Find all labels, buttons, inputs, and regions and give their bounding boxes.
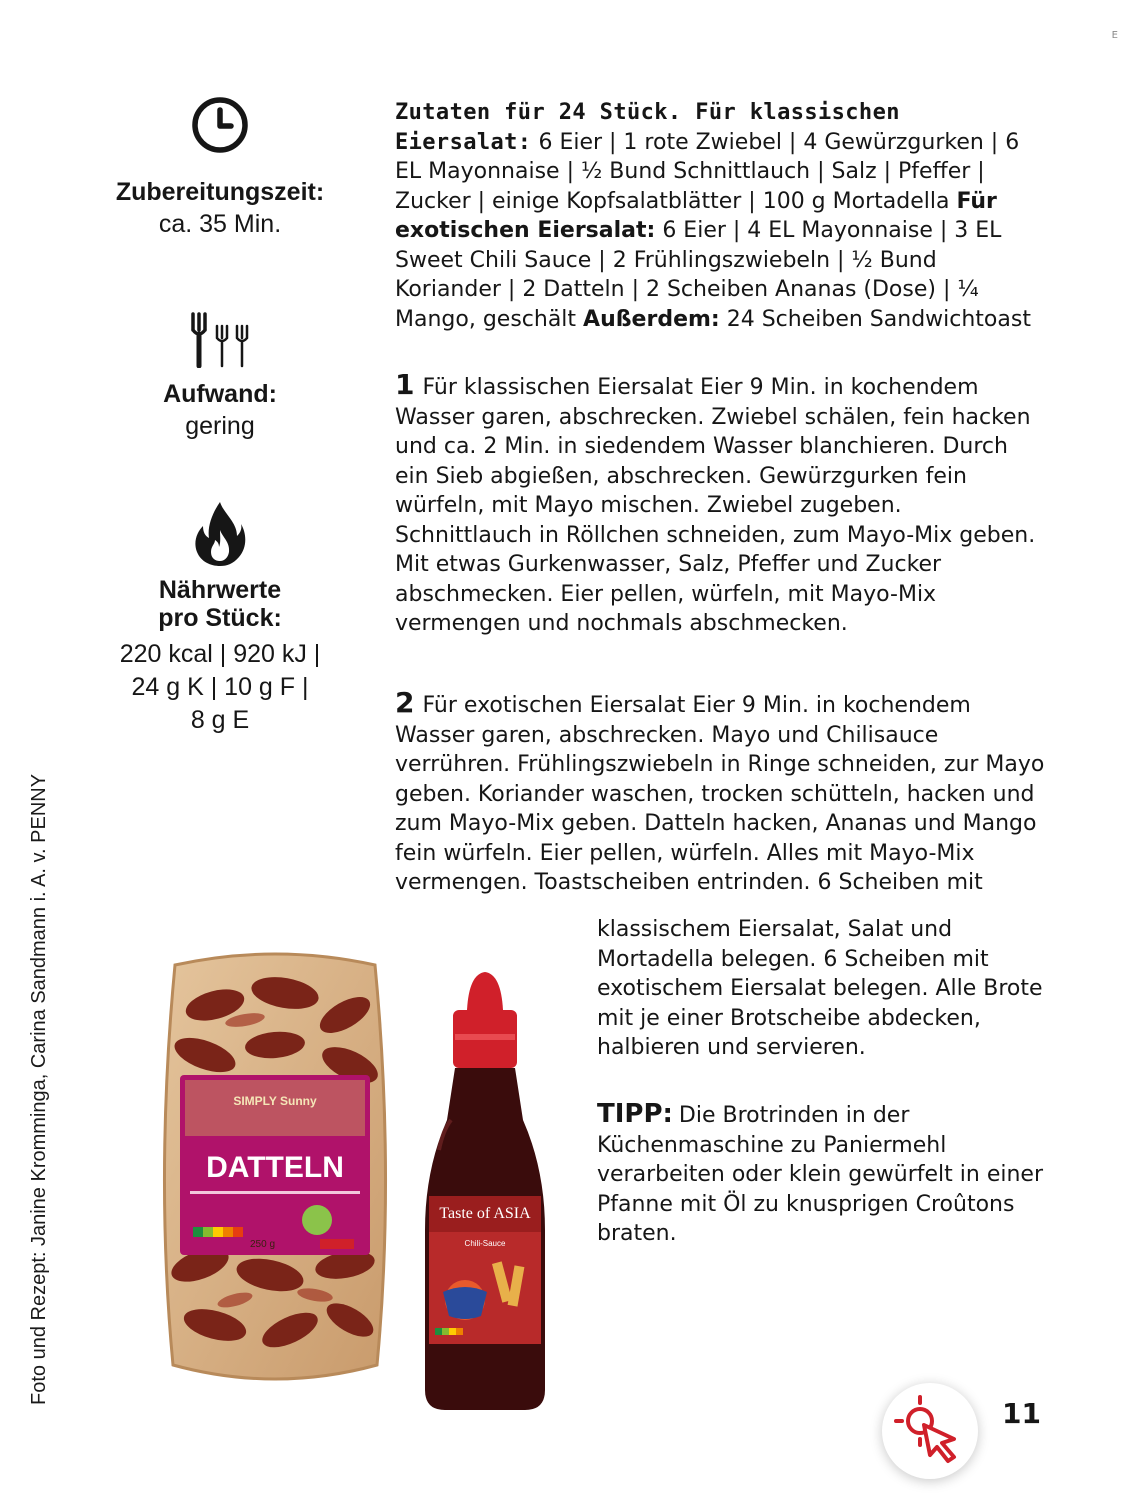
tip-label: TIPP: [597, 1099, 673, 1129]
tip-text: Die Brotrinden in der Küchenmaschine zu Paniermehl verarbeiten oder klein gewürfelt in einer Pfanne mit Öl zu knusprigen Croûtons braten. [597, 1103, 1043, 1246]
tip [597, 1100, 1045, 1249]
sauce-nutri-score-icon [435, 1328, 463, 1335]
step-1-text: Für klassischen Eiersalat Eier 9 Min. in kochendem Wasser garen, abschrecken. Zwiebel schälen, fein hacken und ca. 2 Min. in siedendem Wasser blanchieren. Durch ein Sieb abgießen, abschrecken. Gewürzgurken fein würfeln, mit Mayo mischen. Zwiebel zugeben. Schnittlauch in Röllchen schneiden, zum Mayo-Mix geben. Mit etwas Gurkenwasser, Salz, Pfeffer und Zucker abschmecken. Eier pellen, würfeln, mit Mayo-Mix vermengen und nochmals abschmecken. [395, 375, 1036, 636]
ingredients-extra-label: Außerdem: [583, 306, 720, 332]
nutri-score-icon [193, 1227, 243, 1237]
cursor-click-icon [882, 1383, 978, 1479]
ingredients-exotic-label: Für exotischen Eiersalat: [395, 188, 997, 243]
effort-block [100, 312, 340, 443]
prep-time-value: ca. 35 Min. [158, 210, 282, 238]
ingredients-exotic: 6 Eier | 4 EL Mayonnaise | 3 EL Sweet Chili Sauce | 2 Frühlingszwiebeln | ½ Bund Koriander | 2 Datteln | 2 Scheiben Ananas (Dose) | ¼ Mango, geschält [395, 218, 1002, 332]
step-1-number: 1 [395, 368, 415, 401]
page-number: 11 [1002, 1397, 1041, 1430]
corner-mark: E [1111, 30, 1118, 41]
dates-name: DATTELN [206, 1151, 344, 1184]
dates-brand: SIMPLY Sunny [233, 1094, 317, 1108]
nutrition-label-line-1: Nährwerte [158, 576, 282, 604]
nutrition-line-1: 220 kcal | 920 kJ | [119, 640, 321, 668]
nutrition-label [100, 576, 340, 632]
penny-logo-icon [320, 1239, 354, 1249]
click-pointer-button[interactable] [882, 1383, 978, 1479]
nutrition-line-3: 8 g E [190, 706, 250, 734]
ingredients-classic: 6 Eier | 1 rote Zwiebel | 4 Gewürzgurken | 6 EL Mayonnaise | ½ Bund Schnittlauch | Salz | Pfeffer | Zucker | einige Kopfsalatblätter | 100 g Mortadella [395, 129, 1020, 214]
effort-value: gering [185, 412, 255, 440]
cutlery-icon [185, 312, 255, 368]
nutrition-line-2: 24 g K | 10 g F | [131, 673, 309, 701]
ingredients-heading: Zutaten für 24 Stück. Für klassischen Eiersalat: [395, 100, 900, 155]
clock-icon [187, 92, 253, 158]
vegan-badge-icon [302, 1205, 332, 1235]
prep-time-label: Zubereitungszeit: [115, 178, 325, 206]
effort-label: Aufwand: [163, 380, 277, 408]
dates-package-image [145, 945, 405, 1405]
nutrition-block [100, 500, 340, 737]
step-1 [395, 370, 1045, 639]
flame-icon [193, 500, 247, 568]
step-2-number: 2 [395, 686, 415, 719]
sauce-name: Chili-Sauce [464, 1239, 506, 1248]
chili-sauce-bottle-image [385, 970, 585, 1420]
sauce-brand: Taste of ASIA [439, 1205, 531, 1222]
ingredients [395, 98, 1045, 334]
step-2-text: Für exotischen Eiersalat Eier 9 Min. in kochendem Wasser garen, abschrecken. Mayo und Chilisauce verrühren. Frühlingszwiebeln in Ringe schneiden, zur Mayo geben. Koriander waschen, trocken schütteln, hacken und zum Mayo-Mix geben. Datteln hacken, Ananas und Mango fein würfeln. Eier pellen, würfeln. Alles mit Mayo-Mix vermengen. Toastscheiben entrinden. 6 Scheiben mit [395, 693, 1045, 895]
dates-weight: 250 g [250, 1239, 276, 1250]
step-2 [395, 688, 1045, 898]
ingredients-extra: 24 Scheiben Sandwichtoast [726, 306, 1031, 332]
prep-time-block [100, 92, 340, 241]
nutrition-label-line-2: pro Stück: [158, 604, 282, 632]
photo-credit: Foto und Rezept: Janine Kromminga, Carina Sandmann i. A. v. PENNY [28, 773, 50, 1405]
step-2-continuation: klassischem Eiersalat, Salat und Mortadella belegen. 6 Scheiben mit exotischem Eiersalat belegen. Alle Brote mit je einer Brotscheibe abdecken, halbieren und servieren. [597, 917, 1043, 1060]
